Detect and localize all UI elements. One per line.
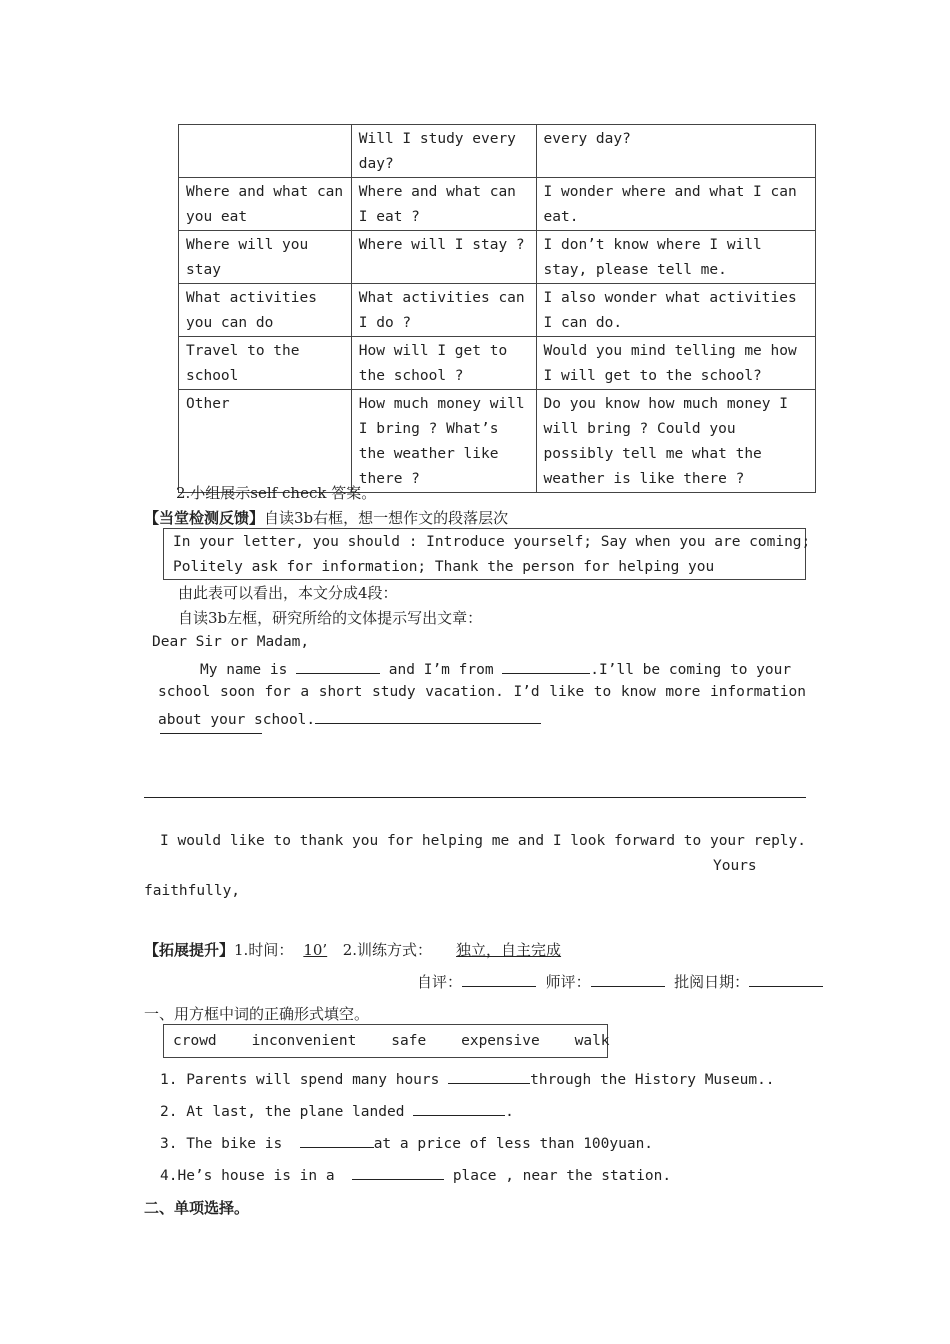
question-text: 1. (160, 1072, 178, 1088)
extend-heading (144, 939, 575, 960)
self-eval-blank[interactable] (462, 972, 536, 987)
method-label: 2.训练方式： (342, 941, 433, 959)
table-cell: Where and what can you eat (179, 178, 352, 231)
self-eval-label: 自评： (417, 973, 463, 991)
read-note: 自读3b左框，研究所给的文体提示写出文章： (178, 609, 483, 627)
table-cell: Other (179, 390, 352, 493)
question-text: 3. The bike is (160, 1136, 283, 1152)
table-cell: every day? (536, 125, 815, 178)
table-cell: I don’t know where I will stay, please tell me. (536, 231, 815, 284)
blank-line[interactable] (160, 733, 262, 734)
feedback-bracket: 【当堂检测反馈】 (144, 509, 265, 527)
table-row (179, 284, 816, 337)
letter-closing: I would like to thank you for helping me and I look forward to your reply. (160, 833, 807, 849)
feedback-heading (144, 507, 508, 528)
method-value: 独立，自主完成 (456, 941, 562, 959)
letter-yours: Yours (713, 858, 757, 874)
date-blank[interactable] (749, 972, 823, 987)
table-cell (179, 125, 352, 178)
table-cell: Where and what can I eat ? (351, 178, 536, 231)
table-cell: Would you mind telling me how I will get to the school? (536, 337, 815, 390)
table-row (179, 125, 816, 178)
question-text: 4.He’s house is in a (160, 1168, 335, 1184)
question-text: at a price of less than 100yuan. (373, 1136, 654, 1152)
time-label: 1.时间： (234, 941, 294, 959)
section2-title: 二、单项选择。 (144, 1199, 250, 1217)
table-cell: I also wonder what activities I can do. (536, 284, 815, 337)
writing-guide-box (163, 528, 811, 580)
section1-title: 一、用方框中词的正确形式填空。 (144, 1005, 370, 1023)
letter-text: and (388, 662, 415, 678)
table-row (179, 390, 816, 493)
blank-from[interactable] (502, 659, 590, 674)
question-text: Parents will spend many hours (186, 1072, 440, 1088)
writing-line[interactable] (144, 797, 806, 798)
question-text: 2. At last, the plane landed (160, 1104, 405, 1120)
question-4 (160, 1165, 671, 1184)
guide-line-2: Politely ask for information; Thank the person for helping you (173, 559, 715, 575)
feedback-text: 自读3b右框，想一想作文的段落层次 (264, 509, 509, 527)
table-cell: Where will I stay ? (351, 231, 536, 284)
table-cell: Where will you stay (179, 231, 352, 284)
letter-line-3 (158, 709, 541, 728)
table-row (179, 231, 816, 284)
letter-text: I’m from (423, 662, 494, 678)
extend-bracket: 【拓展提升】 (144, 941, 235, 959)
table-row (179, 178, 816, 231)
step2-text: 2.小组展示self check 答案。 (176, 484, 377, 502)
letter-line-1 (200, 659, 791, 678)
answer-blank-2[interactable] (413, 1101, 505, 1116)
time-value: 10’ (303, 941, 328, 959)
answer-blank-1[interactable] (448, 1069, 530, 1084)
word-item: walk (574, 1033, 610, 1049)
letter-salutation: Dear Sir or Madam, (152, 634, 310, 650)
word-item: expensive (461, 1033, 540, 1049)
question-2 (160, 1101, 514, 1120)
table-cell: Do you know how much money I will bring ? Could you possibly tell me what the weather is like there ? (536, 390, 815, 493)
question-text: place , near the station. (452, 1168, 672, 1184)
letter-line-2: school soon for a short study vacation. I’d like to know more information (158, 684, 806, 700)
word-item: crowd (173, 1033, 217, 1049)
letter-text: My name is (200, 662, 288, 678)
table-cell: How much money will I bring ? What’s the weather like there ? (351, 390, 536, 493)
question-1 (160, 1069, 775, 1088)
table-cell: What activities can I do ? (351, 284, 536, 337)
guide-line-1: In your letter, you should : Introduce yourself; Say when you are coming; (173, 534, 811, 550)
answer-blank-4[interactable] (352, 1165, 444, 1180)
word-item: safe (391, 1033, 427, 1049)
evaluation-line (417, 971, 823, 992)
word-list (173, 1033, 610, 1049)
main-table (178, 124, 816, 493)
letter-text: .I’ll be coming to your (590, 662, 792, 678)
table-cell: How will I get to the school ? (351, 337, 536, 390)
question-3 (160, 1133, 653, 1152)
table-cell: Travel to the school (179, 337, 352, 390)
letter-text: about your school. (158, 712, 316, 728)
table-cell: I wonder where and what I can eat. (536, 178, 815, 231)
letter-faithfully: faithfully, (144, 883, 241, 899)
word-box (163, 1024, 608, 1058)
blank-info[interactable] (315, 709, 541, 724)
word-item: inconvenient (251, 1033, 357, 1049)
blank-name[interactable] (296, 659, 380, 674)
table-cell: Will I study every day? (351, 125, 536, 178)
paragraph-note: 由此表可以看出，本文分成4段： (178, 584, 398, 602)
question-text: through the History Museum.. (530, 1072, 775, 1088)
date-label: 批阅日期： (674, 973, 750, 991)
table-cell: What activities you can do (179, 284, 352, 337)
table-row (179, 337, 816, 390)
question-text: . (505, 1104, 514, 1120)
teacher-eval-label: 师评： (545, 973, 591, 991)
teacher-eval-blank[interactable] (591, 972, 665, 987)
answer-blank-3[interactable] (300, 1133, 374, 1148)
